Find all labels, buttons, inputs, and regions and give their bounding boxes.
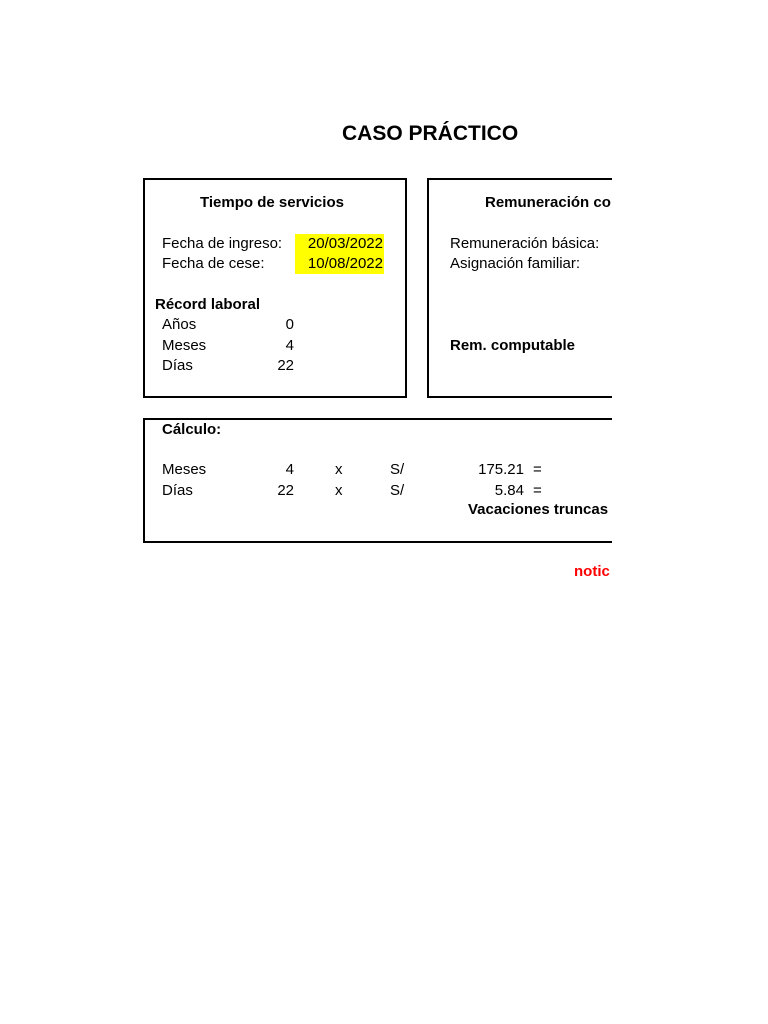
dias-value: 22 (277, 357, 294, 374)
calculo-row-currency: S/ (390, 482, 405, 499)
tiempo-servicios-heading: Tiempo de servicios (200, 194, 344, 211)
calculo-row-currency: S/ (390, 461, 405, 478)
anos-value: 0 (285, 316, 294, 333)
asignacion-familiar-label: Asignación familiar: (450, 255, 581, 272)
record-laboral-heading: Récord laboral (155, 296, 261, 313)
calculo-row-qty: 4 (285, 461, 294, 478)
remuneracion-heading: Remuneración co (485, 194, 611, 211)
fecha-cese-value: 10/08/2022 (295, 254, 384, 274)
meses-value: 4 (285, 337, 294, 354)
calculo-row-label: Meses (162, 461, 207, 478)
remuneracion-basica-label: Remuneración básica: (450, 235, 600, 252)
vacaciones-truncas-label: Vacaciones truncas (468, 501, 609, 518)
calculo-row-amount: 5.84 (494, 482, 524, 499)
fecha-ingreso-label: Fecha de ingreso: (162, 235, 283, 252)
calculo-row-amount: 175.21 (478, 461, 524, 478)
page-title: CASO PRÁCTICO (342, 122, 519, 145)
anos-label: Años (162, 316, 197, 333)
meses-label: Meses (162, 337, 207, 354)
calculo-row-operator: x (335, 482, 343, 499)
rem-computable-label: Rem. computable (450, 337, 576, 354)
calculo-row-qty: 22 (277, 482, 294, 499)
dias-label: Días (162, 357, 193, 374)
calculo-row-equals: = (533, 482, 542, 499)
footer-note: notic (574, 563, 610, 580)
fecha-ingreso-value: 20/03/2022 (295, 234, 384, 254)
calculo-row-operator: x (335, 461, 343, 478)
calculo-row-label: Días (162, 482, 193, 499)
calculo-heading: Cálculo: (162, 421, 222, 438)
fecha-cese-label: Fecha de cese: (162, 255, 265, 272)
calculo-row-equals: = (533, 461, 542, 478)
